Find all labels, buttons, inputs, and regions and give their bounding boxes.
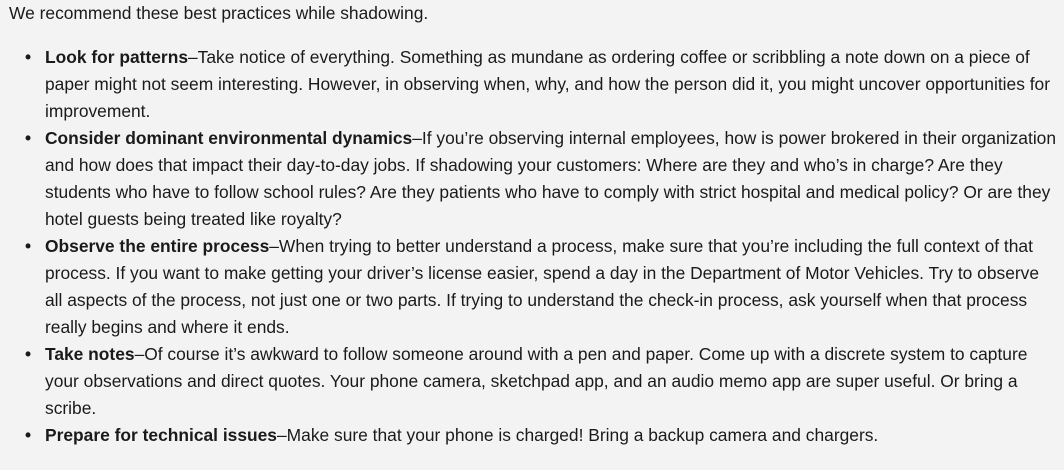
- practice-text: –Of course it’s awkward to follow someone around with a pen and paper. Come up with a discrete system to capture your observations and direct quotes. Your phone camera, sketchpad app, and an audio memo app are super useful. Or bring a scribe.: [45, 344, 1028, 418]
- bullet-icon: •: [25, 425, 32, 445]
- practice-title: Observe the entire process: [45, 236, 270, 256]
- practice-title: Look for patterns: [45, 47, 188, 67]
- list-item: [9, 125, 1058, 233]
- practice-text: –When trying to better understand a process, make sure that you’re including the full context of that process. If you want to make getting your driver’s license easier, spend a day in the Department of Motor Vehicles. Try to observe all aspects of the process, not just one or two parts. If trying to understand the check-in process, ask yourself when that process really begins and where it ends.: [45, 236, 1040, 337]
- practices-list: [9, 44, 1058, 449]
- bullet-icon: •: [25, 47, 32, 67]
- list-item: [9, 422, 1058, 449]
- practice-text: –Make sure that your phone is charged! Bring a backup camera and chargers.: [276, 425, 879, 445]
- practice-text: –Take notice of everything. Something as mundane as ordering coffee or scribbling a note down on a piece of paper might not seem interesting. However, in observing when, why, and how the person did it, you might uncover opportunities for improvement.: [45, 47, 1051, 121]
- practice-title: Take notes: [45, 344, 135, 364]
- list-item: [9, 233, 1058, 341]
- practice-title: Prepare for technical issues: [45, 425, 277, 445]
- intro-text: We recommend these best practices while shadowing.: [9, 3, 429, 23]
- bullet-icon: •: [25, 344, 32, 364]
- bullet-icon: •: [25, 236, 32, 256]
- bullet-icon: •: [25, 128, 32, 148]
- practice-title: Consider dominant environmental dynamics: [45, 128, 413, 148]
- practice-text: –If you’re observing internal employees, how is power brokered in their organization and how does that impact their day-to-day jobs. If shadowing your customers: Where are they and who’s in charge? Are they students who have to follow school rules? Are they patients who have to comply with strict hospital and medical policy? Or are they hotel guests being treated like royalty?: [45, 128, 1057, 229]
- list-item: [9, 44, 1058, 125]
- list-item: [9, 341, 1058, 422]
